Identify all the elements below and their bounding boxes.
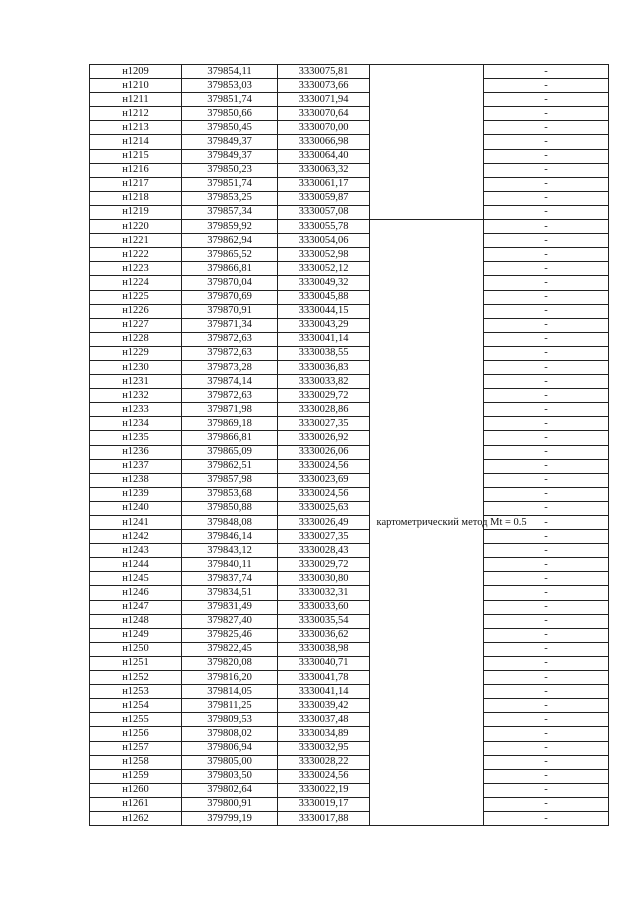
y-coordinate-cell: 3330024,56 (278, 459, 370, 473)
note-cell: - (484, 431, 609, 445)
point-name-cell: н1246 (90, 586, 182, 600)
x-coordinate-cell: 379816,20 (182, 671, 278, 685)
table-row (90, 290, 609, 304)
y-coordinate-cell: 3330036,62 (278, 628, 370, 642)
point-name-cell: н1230 (90, 360, 182, 374)
point-name-cell: н1228 (90, 332, 182, 346)
y-coordinate-cell: 3330035,54 (278, 614, 370, 628)
y-coordinate-cell: 3330061,17 (278, 177, 370, 191)
y-coordinate-cell: 3330049,32 (278, 276, 370, 290)
x-coordinate-cell: 379872,63 (182, 346, 278, 360)
point-name-cell: н1227 (90, 318, 182, 332)
table-row (90, 628, 609, 642)
x-coordinate-cell: 379846,14 (182, 530, 278, 544)
y-coordinate-cell: 3330064,40 (278, 149, 370, 163)
note-cell: - (484, 783, 609, 797)
point-name-cell: н1223 (90, 262, 182, 276)
note-cell: - (484, 586, 609, 600)
note-cell: - (484, 234, 609, 248)
point-name-cell: н1232 (90, 389, 182, 403)
x-coordinate-cell: 379802,64 (182, 783, 278, 797)
point-name-cell: н1259 (90, 769, 182, 783)
x-coordinate-cell: 379840,11 (182, 558, 278, 572)
y-coordinate-cell: 3330059,87 (278, 191, 370, 205)
x-coordinate-cell: 379805,00 (182, 755, 278, 769)
y-coordinate-cell: 3330028,43 (278, 544, 370, 558)
y-coordinate-cell: 3330063,32 (278, 163, 370, 177)
point-name-cell: н1214 (90, 135, 182, 149)
x-coordinate-cell: 379870,91 (182, 304, 278, 318)
point-name-cell: н1243 (90, 544, 182, 558)
y-coordinate-cell: 3330073,66 (278, 79, 370, 93)
point-name-cell: н1210 (90, 79, 182, 93)
point-name-cell: н1211 (90, 93, 182, 107)
point-name-cell: н1233 (90, 403, 182, 417)
point-name-cell: н1240 (90, 501, 182, 515)
point-name-cell: н1260 (90, 783, 182, 797)
y-coordinate-cell: 3330027,35 (278, 417, 370, 431)
table-row (90, 811, 609, 825)
table-row (90, 220, 609, 234)
note-cell: - (484, 135, 609, 149)
point-name-cell: н1242 (90, 530, 182, 544)
table-row (90, 417, 609, 431)
y-coordinate-cell: 3330025,63 (278, 501, 370, 515)
x-coordinate-cell: 379806,94 (182, 741, 278, 755)
x-coordinate-cell: 379850,66 (182, 107, 278, 121)
y-coordinate-cell: 3330054,06 (278, 234, 370, 248)
method-text: картометрический метод Mt = 0.5 (376, 516, 527, 528)
note-cell: - (484, 163, 609, 177)
point-name-cell: н1261 (90, 797, 182, 811)
point-name-cell: н1216 (90, 163, 182, 177)
note-cell: - (484, 205, 609, 219)
x-coordinate-cell: 379851,74 (182, 93, 278, 107)
point-name-cell: н1212 (90, 107, 182, 121)
x-coordinate-cell: 379862,51 (182, 459, 278, 473)
x-coordinate-cell: 379865,09 (182, 445, 278, 459)
x-coordinate-cell: 379857,34 (182, 205, 278, 219)
y-coordinate-cell: 3330045,88 (278, 290, 370, 304)
point-name-cell: н1229 (90, 346, 182, 360)
y-coordinate-cell: 3330066,98 (278, 135, 370, 149)
note-cell: - (484, 699, 609, 713)
note-cell: - (484, 304, 609, 318)
x-coordinate-cell: 379825,46 (182, 628, 278, 642)
table-row (90, 783, 609, 797)
table-row (90, 713, 609, 727)
point-name-cell: н1249 (90, 628, 182, 642)
x-coordinate-cell: 379800,91 (182, 797, 278, 811)
note-cell: - (484, 262, 609, 276)
table-row (90, 191, 609, 205)
x-coordinate-cell: 379872,63 (182, 332, 278, 346)
note-cell: - (484, 544, 609, 558)
note-cell: - (484, 769, 609, 783)
point-name-cell: н1253 (90, 685, 182, 699)
y-coordinate-cell: 3330026,92 (278, 431, 370, 445)
method-cell (370, 220, 527, 826)
table-row (90, 459, 609, 473)
y-coordinate-cell: 3330055,78 (278, 220, 370, 234)
y-coordinate-cell: 3330036,83 (278, 360, 370, 374)
point-name-cell: н1224 (90, 276, 182, 290)
note-cell: - (484, 121, 609, 135)
point-name-cell: н1256 (90, 727, 182, 741)
y-coordinate-cell: 3330024,56 (278, 769, 370, 783)
x-coordinate-cell: 379850,23 (182, 163, 278, 177)
note-cell: - (484, 501, 609, 515)
x-coordinate-cell: 379866,81 (182, 262, 278, 276)
table-row (90, 248, 609, 262)
point-name-cell: н1231 (90, 375, 182, 389)
y-coordinate-cell: 3330029,72 (278, 558, 370, 572)
y-coordinate-cell: 3330019,17 (278, 797, 370, 811)
coordinates-table (89, 64, 609, 826)
x-coordinate-cell: 379837,74 (182, 572, 278, 586)
point-name-cell: н1234 (90, 417, 182, 431)
note-cell: - (484, 290, 609, 304)
note-cell: - (484, 685, 609, 699)
point-name-cell: н1255 (90, 713, 182, 727)
table-row (90, 375, 609, 389)
y-coordinate-cell: 3330052,98 (278, 248, 370, 262)
y-coordinate-cell: 3330029,72 (278, 389, 370, 403)
y-coordinate-cell: 3330041,14 (278, 685, 370, 699)
y-coordinate-cell: 3330027,35 (278, 530, 370, 544)
y-coordinate-cell: 3330022,19 (278, 783, 370, 797)
point-name-cell: н1252 (90, 671, 182, 685)
point-name-cell: н1262 (90, 811, 182, 825)
y-coordinate-cell: 3330032,31 (278, 586, 370, 600)
x-coordinate-cell: 379809,53 (182, 713, 278, 727)
point-name-cell: н1219 (90, 205, 182, 219)
note-cell: - (484, 614, 609, 628)
note-cell: - (484, 248, 609, 262)
x-coordinate-cell: 379853,68 (182, 487, 278, 501)
x-coordinate-cell: 379871,98 (182, 403, 278, 417)
x-coordinate-cell: 379851,74 (182, 177, 278, 191)
note-cell: - (484, 487, 609, 501)
y-coordinate-cell: 3330039,42 (278, 699, 370, 713)
note-cell: - (484, 572, 609, 586)
table-row (90, 516, 609, 530)
table-row (90, 473, 609, 487)
note-cell: - (484, 360, 609, 374)
note-cell: - (484, 375, 609, 389)
x-coordinate-cell: 379850,45 (182, 121, 278, 135)
table-row (90, 177, 609, 191)
point-name-cell: н1209 (90, 65, 182, 79)
table-row (90, 107, 609, 121)
note-cell: - (484, 318, 609, 332)
y-coordinate-cell: 3330026,06 (278, 445, 370, 459)
x-coordinate-cell: 379849,37 (182, 149, 278, 163)
x-coordinate-cell: 379866,81 (182, 431, 278, 445)
table-row (90, 431, 609, 445)
table-row (90, 360, 609, 374)
note-cell: - (484, 332, 609, 346)
point-name-cell: н1213 (90, 121, 182, 135)
y-coordinate-cell: 3330057,08 (278, 205, 370, 219)
note-cell: - (484, 276, 609, 290)
x-coordinate-cell: 379814,05 (182, 685, 278, 699)
coordinates-table-body (90, 65, 609, 826)
x-coordinate-cell: 379820,08 (182, 656, 278, 670)
note-cell: - (484, 671, 609, 685)
note-cell: - (484, 403, 609, 417)
x-coordinate-cell: 379873,28 (182, 360, 278, 374)
x-coordinate-cell: 379870,04 (182, 276, 278, 290)
table-row (90, 727, 609, 741)
note-cell: - (484, 473, 609, 487)
table-row (90, 262, 609, 276)
x-coordinate-cell: 379803,50 (182, 769, 278, 783)
y-coordinate-cell: 3330044,15 (278, 304, 370, 318)
table-row (90, 332, 609, 346)
table-row (90, 65, 609, 79)
note-cell: - (484, 445, 609, 459)
y-coordinate-cell: 3330033,82 (278, 375, 370, 389)
x-coordinate-cell: 379869,18 (182, 417, 278, 431)
y-coordinate-cell: 3330034,89 (278, 727, 370, 741)
x-coordinate-cell: 379822,45 (182, 642, 278, 656)
table-row (90, 769, 609, 783)
note-cell: - (484, 93, 609, 107)
point-name-cell: н1239 (90, 487, 182, 501)
table-row (90, 79, 609, 93)
table-row (90, 671, 609, 685)
note-cell: - (484, 79, 609, 93)
note-cell: - (484, 107, 609, 121)
table-row (90, 445, 609, 459)
table-row (90, 797, 609, 811)
y-coordinate-cell: 3330052,12 (278, 262, 370, 276)
point-name-cell: н1215 (90, 149, 182, 163)
table-row (90, 304, 609, 318)
y-coordinate-cell: 3330040,71 (278, 656, 370, 670)
y-coordinate-cell: 3330041,14 (278, 332, 370, 346)
note-cell: - (484, 558, 609, 572)
point-name-cell: н1258 (90, 755, 182, 769)
note-cell: - (484, 220, 609, 234)
x-coordinate-cell: 379831,49 (182, 600, 278, 614)
note-cell: - (484, 797, 609, 811)
note-cell: - (484, 346, 609, 360)
point-name-cell: н1257 (90, 741, 182, 755)
x-coordinate-cell: 379843,12 (182, 544, 278, 558)
note-cell: - (484, 191, 609, 205)
table-row (90, 656, 609, 670)
point-name-cell: н1245 (90, 572, 182, 586)
point-name-cell: н1248 (90, 614, 182, 628)
y-coordinate-cell: 3330070,64 (278, 107, 370, 121)
point-name-cell: н1241 (90, 516, 182, 530)
table-row (90, 318, 609, 332)
table-row (90, 149, 609, 163)
x-coordinate-cell: 379848,08 (182, 516, 278, 530)
y-coordinate-cell: 3330070,00 (278, 121, 370, 135)
point-name-cell: н1236 (90, 445, 182, 459)
note-cell: - (484, 727, 609, 741)
y-coordinate-cell: 3330071,94 (278, 93, 370, 107)
y-coordinate-cell: 3330026,49 (278, 516, 370, 530)
table-row (90, 93, 609, 107)
y-coordinate-cell: 3330024,56 (278, 487, 370, 501)
table-row (90, 276, 609, 290)
point-name-cell: н1226 (90, 304, 182, 318)
table-row (90, 121, 609, 135)
note-cell: - (484, 656, 609, 670)
x-coordinate-cell: 379872,63 (182, 389, 278, 403)
point-name-cell: н1221 (90, 234, 182, 248)
x-coordinate-cell: 379859,92 (182, 220, 278, 234)
y-coordinate-cell: 3330037,48 (278, 713, 370, 727)
point-name-cell: н1218 (90, 191, 182, 205)
note-cell: - (484, 389, 609, 403)
table-row (90, 685, 609, 699)
table-row (90, 234, 609, 248)
table-row (90, 346, 609, 360)
x-coordinate-cell: 379811,25 (182, 699, 278, 713)
note-cell: - (484, 459, 609, 473)
x-coordinate-cell: 379862,94 (182, 234, 278, 248)
y-coordinate-cell: 3330033,60 (278, 600, 370, 614)
point-name-cell: н1235 (90, 431, 182, 445)
x-coordinate-cell: 379827,40 (182, 614, 278, 628)
table-row (90, 530, 609, 544)
y-coordinate-cell: 3330017,88 (278, 811, 370, 825)
table-row (90, 163, 609, 177)
x-coordinate-cell: 379834,51 (182, 586, 278, 600)
table-row (90, 699, 609, 713)
x-coordinate-cell: 379854,11 (182, 65, 278, 79)
table-row (90, 487, 609, 501)
table-row (90, 614, 609, 628)
table-row (90, 600, 609, 614)
note-cell: - (484, 530, 609, 544)
point-name-cell: н1251 (90, 656, 182, 670)
y-coordinate-cell: 3330075,81 (278, 65, 370, 79)
table-row (90, 389, 609, 403)
x-coordinate-cell: 379853,03 (182, 79, 278, 93)
x-coordinate-cell: 379870,69 (182, 290, 278, 304)
note-cell: - (484, 811, 609, 825)
y-coordinate-cell: 3330041,78 (278, 671, 370, 685)
x-coordinate-cell: 379808,02 (182, 727, 278, 741)
table-row (90, 741, 609, 755)
x-coordinate-cell: 379850,88 (182, 501, 278, 515)
table-row (90, 205, 609, 219)
note-cell: - (484, 65, 609, 79)
table-row (90, 544, 609, 558)
point-name-cell: н1238 (90, 473, 182, 487)
y-coordinate-cell: 3330038,98 (278, 642, 370, 656)
x-coordinate-cell: 379865,52 (182, 248, 278, 262)
note-cell: - (484, 600, 609, 614)
point-name-cell: н1244 (90, 558, 182, 572)
table-row (90, 558, 609, 572)
y-coordinate-cell: 3330032,95 (278, 741, 370, 755)
table-row (90, 586, 609, 600)
point-name-cell: н1247 (90, 600, 182, 614)
point-name-cell: н1220 (90, 220, 182, 234)
y-coordinate-cell: 3330028,86 (278, 403, 370, 417)
note-cell: - (484, 713, 609, 727)
point-name-cell: н1225 (90, 290, 182, 304)
y-coordinate-cell: 3330023,69 (278, 473, 370, 487)
table-row (90, 572, 609, 586)
point-name-cell: н1217 (90, 177, 182, 191)
y-coordinate-cell: 3330038,55 (278, 346, 370, 360)
x-coordinate-cell: 379849,37 (182, 135, 278, 149)
table-row (90, 135, 609, 149)
note-cell: - (484, 516, 609, 530)
y-coordinate-cell: 3330028,22 (278, 755, 370, 769)
note-cell: - (484, 417, 609, 431)
method-cell (370, 65, 484, 220)
point-name-cell: н1222 (90, 248, 182, 262)
note-cell: - (484, 628, 609, 642)
x-coordinate-cell: 379871,34 (182, 318, 278, 332)
y-coordinate-cell: 3330030,80 (278, 572, 370, 586)
point-name-cell: н1237 (90, 459, 182, 473)
note-cell: - (484, 755, 609, 769)
table-row (90, 501, 609, 515)
point-name-cell: н1254 (90, 699, 182, 713)
point-name-cell: н1250 (90, 642, 182, 656)
y-coordinate-cell: 3330043,29 (278, 318, 370, 332)
note-cell: - (484, 741, 609, 755)
note-cell: - (484, 642, 609, 656)
table-row (90, 642, 609, 656)
x-coordinate-cell: 379874,14 (182, 375, 278, 389)
table-row (90, 755, 609, 769)
x-coordinate-cell: 379799,19 (182, 811, 278, 825)
x-coordinate-cell: 379853,25 (182, 191, 278, 205)
note-cell: - (484, 177, 609, 191)
table-row (90, 403, 609, 417)
note-cell: - (484, 149, 609, 163)
x-coordinate-cell: 379857,98 (182, 473, 278, 487)
